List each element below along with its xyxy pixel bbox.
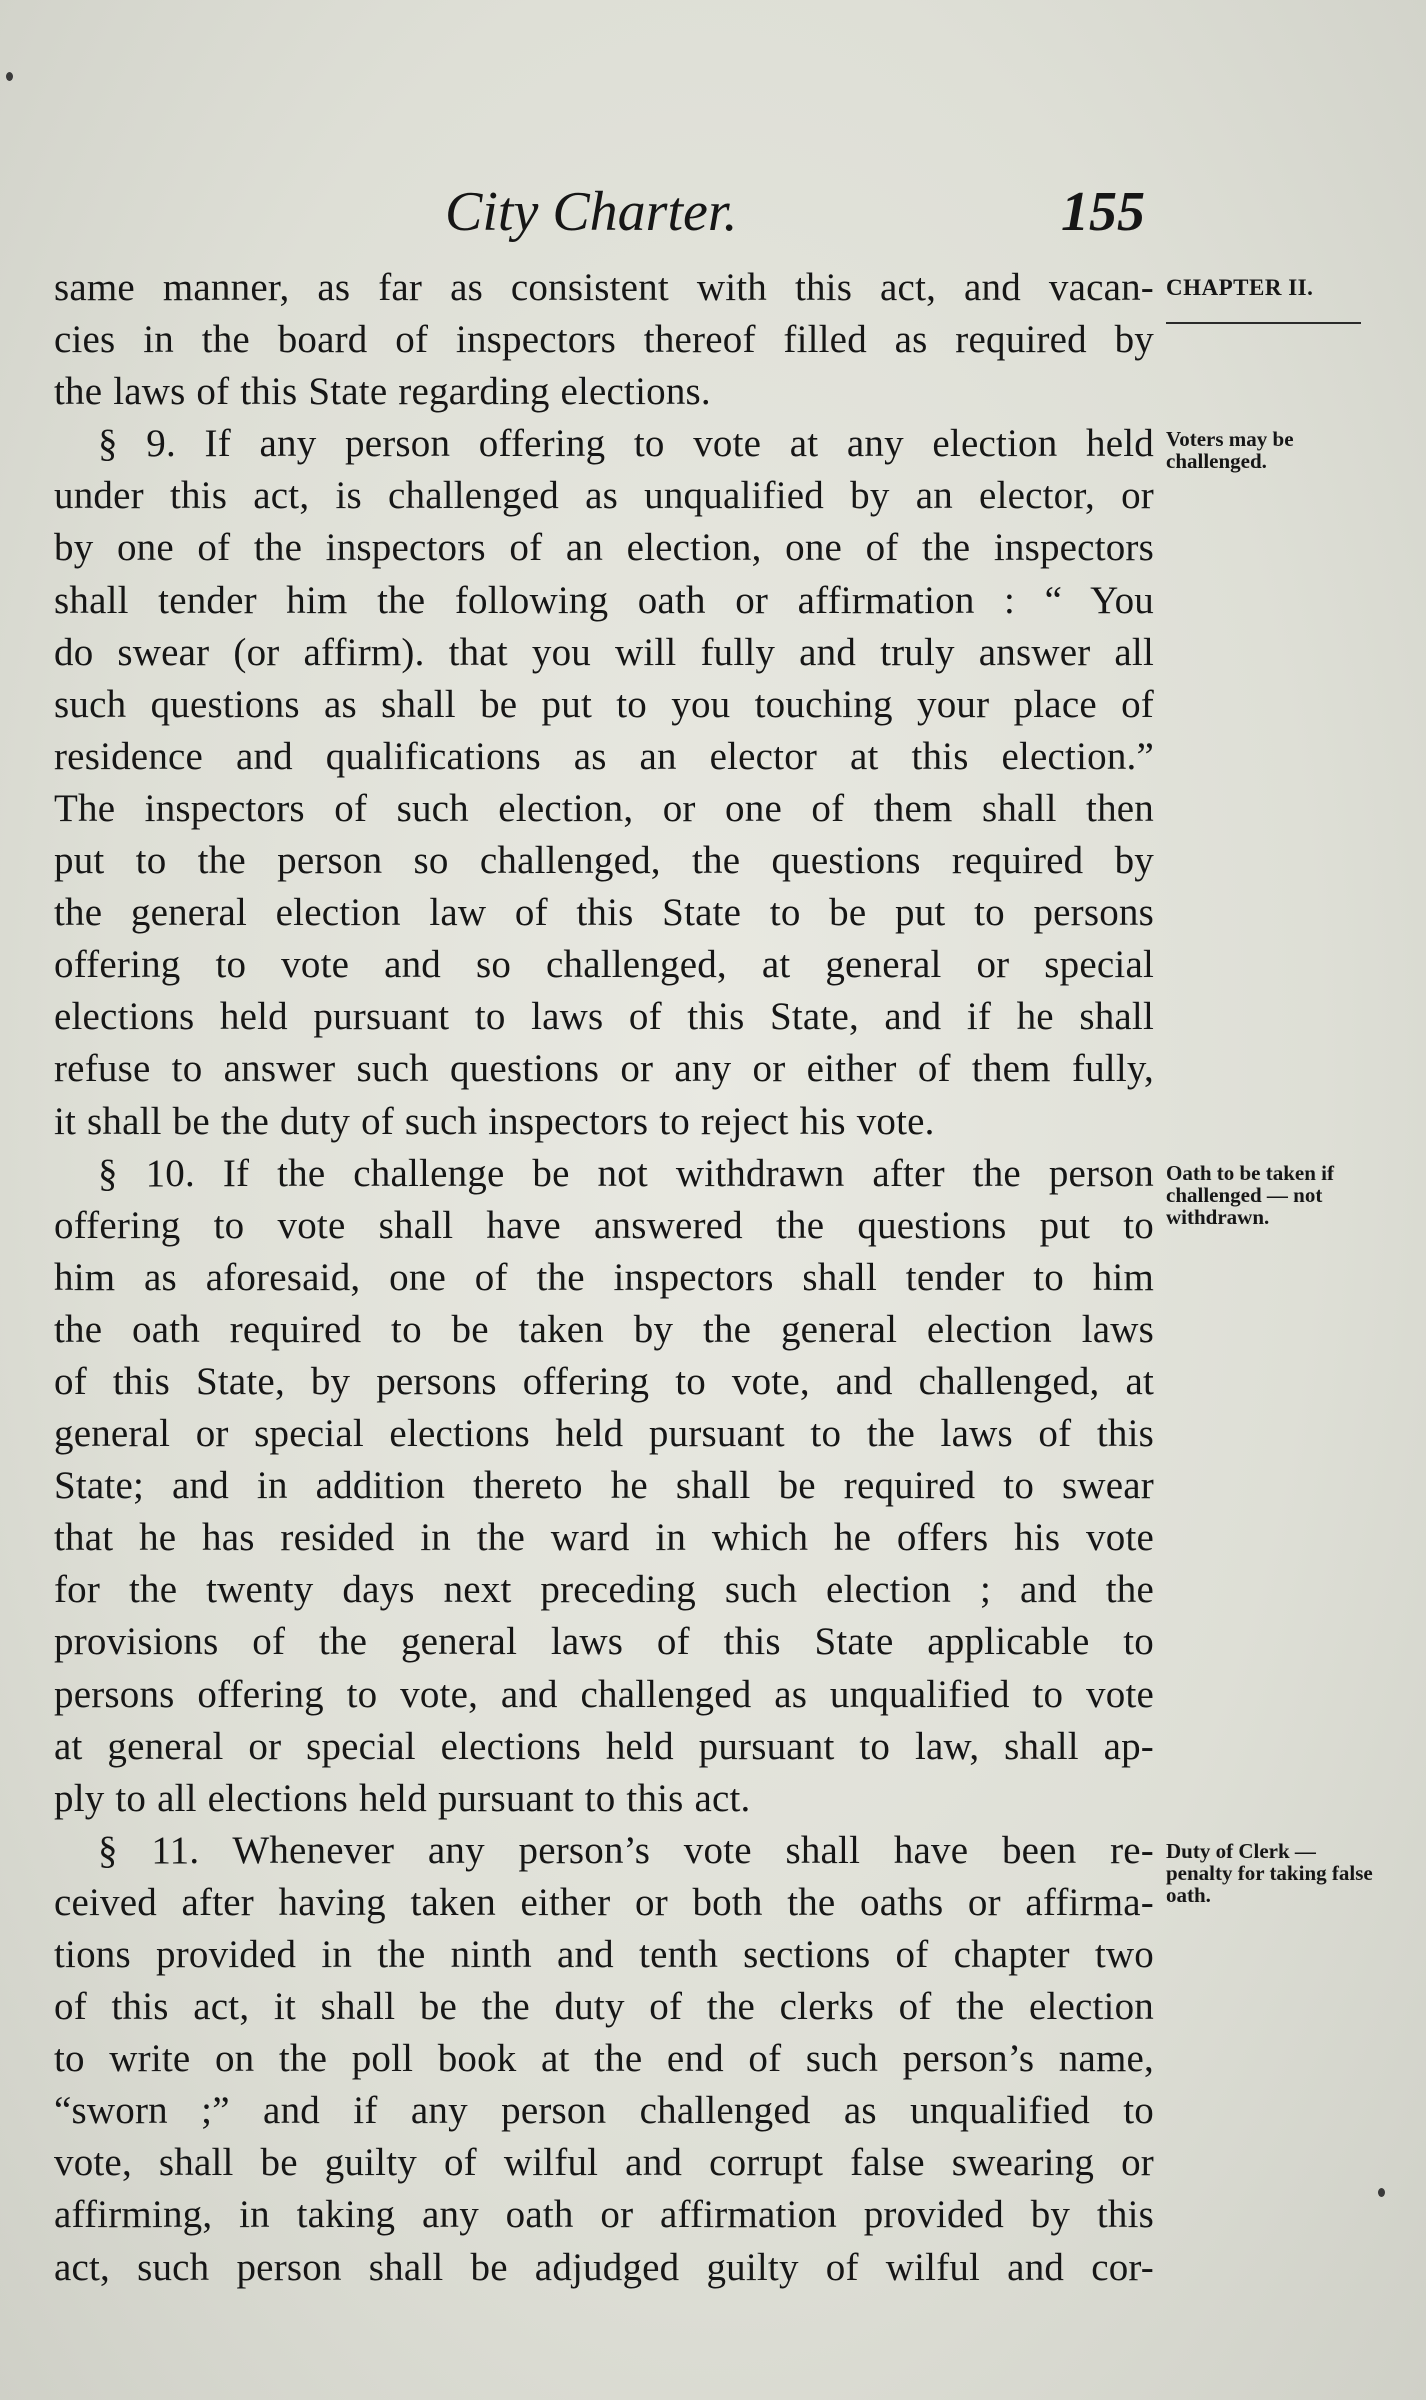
text-line: that he has resided in the ward in which he offers his vote [54, 1516, 1154, 1560]
page-header [445, 180, 1145, 250]
text-line: cies in the board of inspectors thereof filled as required by [54, 318, 1154, 362]
text-line: ceived after having taken either or both the oaths or affirma- [54, 1880, 1154, 1924]
text-line: residence and qualifications as an elector at this election.” [54, 734, 1154, 778]
body-text [54, 262, 1154, 2294]
chapter-label: CHAPTER II. [1166, 275, 1314, 300]
text-line: tions provided in the ninth and tenth sections of chapter two [54, 1933, 1154, 1976]
section-11-start: § 11. Whenever any person’s vote shall have been re- [98, 1828, 1154, 1872]
margin-note-oath-if-challenged: Oath to be taken if challenged — not withdrawn. [1166, 1161, 1334, 1229]
text-line: do swear (or affirm). that you will fully and truly answer all [54, 630, 1154, 674]
text-line: under this act, is challenged as unqualified by an elector, or [54, 474, 1154, 518]
text-line: the laws of this State regarding elections. [54, 370, 711, 414]
margin-note-voters-challenged: Voters may be challenged. [1166, 427, 1294, 473]
text-line: State; and in addition thereto he shall be required to swear [54, 1464, 1154, 1508]
text-line: elections held pursuant to laws of this State, and if he shall [54, 995, 1154, 1039]
ink-speck [1378, 2188, 1385, 2197]
text-line: such questions as shall be put to you touching your place of [54, 682, 1154, 726]
text-line: for the twenty days next preceding such election ; and the [54, 1568, 1154, 1612]
text-line: refuse to answer such questions or any or either of them fully, [54, 1047, 1154, 1091]
ink-speck [6, 72, 13, 81]
text-line: same manner, as far as consistent with this act, and vacan- [54, 266, 1154, 309]
text-line: ply to all elections held pursuant to this act. [54, 1776, 751, 1820]
text-line: “sworn ;” and if any person challenged as unqualified to [54, 2089, 1154, 2133]
text-line: of this State, by persons offering to vote, and challenged, at [54, 1359, 1154, 1403]
chapter-rule [1166, 322, 1361, 324]
text-line: the general election law of this State to be put to persons [54, 891, 1154, 935]
text-line: The inspectors of such election, or one of them shall then [54, 786, 1154, 830]
running-title: City Charter. [445, 181, 738, 243]
text-line: at general or special elections held pursuant to law, shall ap- [54, 1724, 1154, 1768]
text-line: the oath required to be taken by the general election laws [54, 1307, 1154, 1351]
text-line: vote, shall be guilty of wilful and corrupt false swearing or [54, 2141, 1154, 2185]
text-line: offering to vote shall have answered the questions put to [54, 1203, 1154, 1247]
page-number: 155 [1061, 181, 1145, 243]
section-10-start: § 10. If the challenge be not withdrawn after the person [98, 1151, 1154, 1195]
text-line: by one of the inspectors of an election, one of the inspectors [54, 526, 1154, 570]
text-line: put to the person so challenged, the questions required by [54, 839, 1154, 883]
text-line: shall tender him the following oath or affirmation : “ You [54, 578, 1154, 622]
margin-note-duty-of-clerk: Duty of Clerk — penalty for taking false oath. [1166, 1839, 1373, 1907]
text-line: act, such person shall be adjudged guilty of wilful and cor- [54, 2245, 1154, 2289]
text-line: to write on the poll book at the end of such person’s name, [54, 2037, 1154, 2081]
text-line: him as aforesaid, one of the inspectors shall tender to him [54, 1255, 1154, 1299]
text-line: affirming, in taking any oath or affirmation provided by this [54, 2193, 1154, 2237]
text-line: persons offering to vote, and challenged as unqualified to vote [54, 1672, 1154, 1716]
text-line: provisions of the general laws of this State applicable to [54, 1620, 1154, 1664]
section-9-start: § 9. If any person offering to vote at any election held [98, 422, 1154, 466]
text-line: it shall be the duty of such inspectors to reject his vote. [54, 1099, 935, 1143]
text-line: offering to vote and so challenged, at general or special [54, 943, 1154, 987]
text-line: general or special elections held pursuant to the laws of this [54, 1412, 1154, 1456]
text-line: of this act, it shall be the duty of the clerks of the election [54, 1985, 1154, 2029]
